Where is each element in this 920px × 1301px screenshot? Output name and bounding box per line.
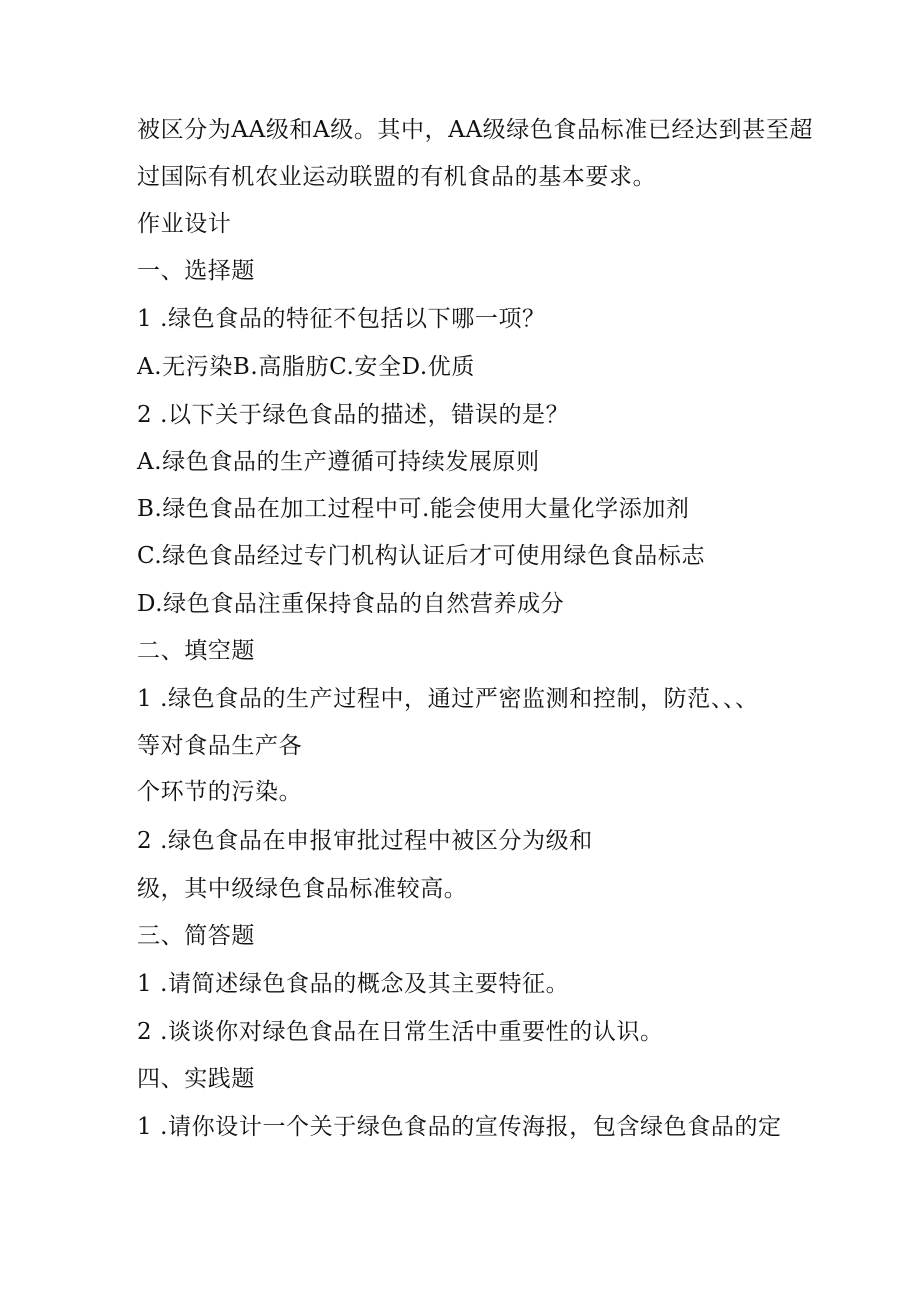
question-choice-2: 2 .以下关于绿色食品的描述，错误的是？	[137, 402, 570, 428]
question-choice-1: 1 .绿色食品的特征不包括以下哪一项？	[137, 306, 546, 332]
section-heading-homework: 作业设计	[137, 211, 232, 237]
question-short-answer-1: 1 .请简述绿色食品的概念及其主要特征。	[137, 971, 570, 997]
section-heading-short-answer: 三、简答题	[137, 923, 255, 949]
section-heading-fill: 二、填空题	[137, 638, 255, 664]
question-fill-2-line-1: 2 .绿色食品在申报审批过程中被区分为级和	[137, 828, 593, 854]
question-choice-1-options: A.无污染B.高脂肪C.安全D.优质	[137, 354, 475, 380]
question-practice-1: 1 .请你设计一个关于绿色食品的宣传海报，包含绿色食品的定	[137, 1114, 782, 1140]
section-heading-practice: 四、实践题	[137, 1066, 255, 1092]
question-choice-2-option-a: A.绿色食品的生产遵循可持续发展原则	[137, 449, 540, 475]
question-short-answer-2: 2 .谈谈你对绿色食品在日常生活中重要性的认识。	[137, 1019, 664, 1045]
question-fill-1-line-2: 等对食品生产各	[137, 733, 303, 759]
question-choice-2-option-b: B.绿色食品在加工过程中可.能会使用大量化学添加剂	[137, 496, 690, 522]
question-fill-1-line-1: 1 .绿色食品的生产过程中，通过严密监测和控制，防范、、、	[137, 686, 759, 712]
question-fill-2-line-2: 级，其中级绿色食品标准较高。	[137, 876, 468, 902]
question-fill-1-line-3: 个环节的污染。	[137, 779, 303, 805]
section-heading-choice: 一、选择题	[137, 258, 255, 284]
paragraph-line-intro-2: 过国际有机农业运动联盟的有机食品的基本要求。	[137, 164, 657, 190]
question-choice-2-option-d: D.绿色食品注重保持食品的自然营养成分	[137, 591, 565, 617]
question-choice-2-option-c: C.绿色食品经过专门机构认证后才可使用绿色食品标志	[137, 543, 706, 569]
paragraph-line-intro-1: 被区分为AA级和A级。其中，AA级绿色食品标准已经达到甚至超	[137, 117, 814, 143]
